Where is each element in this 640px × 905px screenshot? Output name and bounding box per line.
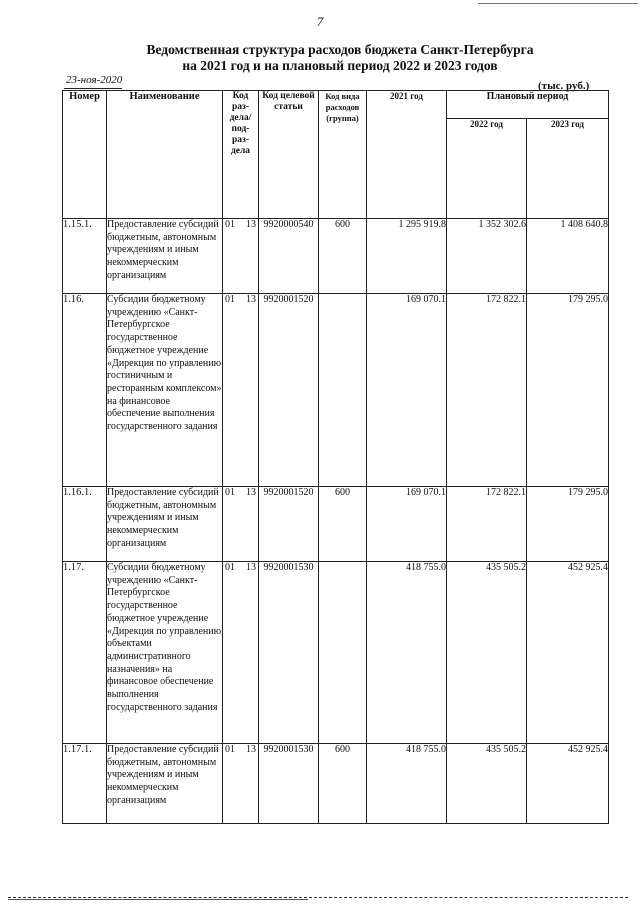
row-2023: 452 925.4: [527, 744, 609, 824]
table-row: [63, 294, 609, 487]
row-2021: 1 295 919.8: [367, 219, 447, 294]
row-razdel: [223, 294, 259, 487]
row-vid: [319, 294, 367, 487]
razdel-code: 01: [225, 294, 235, 305]
row-2023: 452 925.4: [527, 562, 609, 744]
header-razdel: Код раз- дела/ под- раз- дела: [223, 91, 259, 219]
budget-table: [62, 90, 609, 824]
row-vid: 600: [319, 744, 367, 824]
header-number: Номер: [63, 91, 107, 219]
table-row: [63, 744, 609, 824]
podrazdel-code: 13: [246, 562, 256, 573]
row-razdel: [223, 219, 259, 294]
row-name: Субсидии бюджетному учреждению «Санкт-Петербургское государственное бюджетное учреждение «Дирекция по управлению объектами административного назначения» на финансовое обеспечение выполнения государственного задания: [107, 562, 223, 744]
row-razdel: [223, 562, 259, 744]
row-2023: 179 295.0: [527, 487, 609, 562]
row-number: 1.16.: [63, 294, 107, 487]
table-row: [63, 487, 609, 562]
row-2021: 169 070.1: [367, 294, 447, 487]
table-row: [63, 219, 609, 294]
document-title: [60, 42, 620, 74]
row-vid: 600: [319, 219, 367, 294]
row-number: 1.17.: [63, 562, 107, 744]
podrazdel-code: 13: [246, 744, 256, 755]
row-2023: 1 408 640.8: [527, 219, 609, 294]
razdel-code: 01: [225, 487, 235, 498]
row-2022: 435 505.2: [447, 744, 527, 824]
bottom-scan-rule-2: [8, 899, 308, 900]
row-vid: [319, 562, 367, 744]
row-2023: 179 295.0: [527, 294, 609, 487]
row-number: 1.16.1.: [63, 487, 107, 562]
row-name: Предоставление субсидий бюджетным, автономным учреждениям и иным некоммерческим организациям: [107, 744, 223, 824]
units-label: (тыс. руб.): [538, 80, 590, 92]
header-row-1: [63, 91, 609, 119]
title-line-1: Ведомственная структура расходов бюджета Санкт-Петербурга: [146, 42, 534, 57]
title-line-2: на 2021 год и на плановый период 2022 и 2023 годов: [182, 58, 498, 73]
header-name: Наименование: [107, 91, 223, 219]
row-2021: 169 070.1: [367, 487, 447, 562]
row-2022: 172 822.1: [447, 487, 527, 562]
top-edge-rule: [478, 3, 638, 4]
row-2022: 1 352 302.6: [447, 219, 527, 294]
row-target: 9920001520: [259, 487, 319, 562]
header-2022: 2022 год: [447, 119, 527, 219]
row-target: 9920001530: [259, 562, 319, 744]
document-date: 23-ноя-2020: [66, 74, 123, 86]
razdel-code: 01: [225, 562, 235, 573]
bottom-scan-rule: [8, 897, 628, 898]
razdel-code: 01: [225, 744, 235, 755]
row-number: 1.15.1.: [63, 219, 107, 294]
podrazdel-code: 13: [246, 487, 256, 498]
row-2021: 418 755.0: [367, 562, 447, 744]
podrazdel-code: 13: [246, 294, 256, 305]
header-vid: Код вида расходов (группа): [319, 91, 367, 219]
date-underline: [64, 88, 122, 89]
row-vid: 600: [319, 487, 367, 562]
row-razdel: [223, 487, 259, 562]
header-2023: 2023 год: [527, 119, 609, 219]
header-target: Код целевой статьи: [259, 91, 319, 219]
header-plan-period: Плановый период: [447, 91, 609, 119]
row-2022: 435 505.2: [447, 562, 527, 744]
row-number: 1.17.1.: [63, 744, 107, 824]
row-target: 9920001520: [259, 294, 319, 487]
row-name: Предоставление субсидий бюджетным, автономным учреждениям и иным некоммерческим организациям: [107, 487, 223, 562]
page-number: 7: [316, 14, 324, 29]
razdel-code: 01: [225, 219, 235, 230]
row-name: Субсидии бюджетному учреждению «Санкт-Петербургское государственное бюджетное учреждение «Дирекция по управлению гостиничным и ресторанным комплексом» на финансовое обеспечение выполнения государственного задания: [107, 294, 223, 487]
row-target: 9920000540: [259, 219, 319, 294]
header-2021: 2021 год: [367, 91, 447, 219]
table-row: [63, 562, 609, 744]
row-name: Предоставление субсидий бюджетным, автономным учреждениям и иным некоммерческим организациям: [107, 219, 223, 294]
row-razdel: [223, 744, 259, 824]
podrazdel-code: 13: [246, 219, 256, 230]
row-2021: 418 755.0: [367, 744, 447, 824]
row-2022: 172 822.1: [447, 294, 527, 487]
row-target: 9920001530: [259, 744, 319, 824]
